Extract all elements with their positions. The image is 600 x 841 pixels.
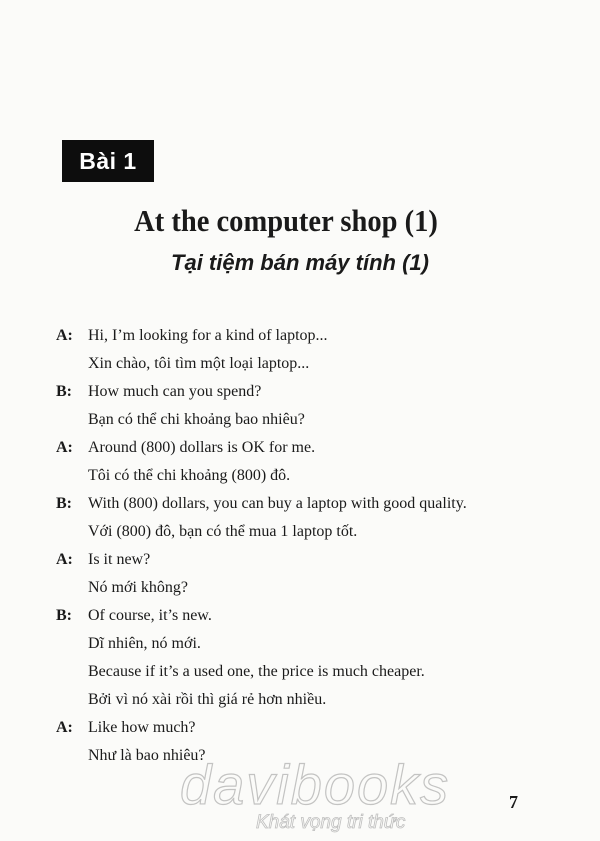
dialogue xyxy=(56,322,576,770)
vietnamese-line: Bởi vì nó xài rồi thì giá rẻ hơn nhiều. xyxy=(88,691,327,708)
english-line: Because if it’s a used one, the price is much cheaper. xyxy=(88,663,425,680)
dialogue-line xyxy=(56,714,576,742)
english-line: With (800) dollars, you can buy a laptop with good quality. xyxy=(88,495,467,512)
dialogue-line xyxy=(56,574,576,602)
english-line: Like how much? xyxy=(88,719,196,736)
english-line: Is it new? xyxy=(88,551,151,568)
vietnamese-line: Bạn có thể chi khoảng bao nhiêu? xyxy=(88,411,305,428)
watermark-tagline: Khát vọng tri thức xyxy=(256,812,406,833)
speaker-label: A: xyxy=(56,327,73,344)
english-line: Of course, it’s new. xyxy=(88,607,212,624)
speaker-label: A: xyxy=(56,439,73,456)
dialogue-line xyxy=(56,630,576,658)
dialogue-line xyxy=(56,406,576,434)
title-vietnamese: Tại tiệm bán máy tính (1) xyxy=(171,250,429,275)
dialogue-line xyxy=(56,434,576,462)
dialogue-line xyxy=(56,742,576,770)
english-line: How much can you spend? xyxy=(88,383,262,400)
dialogue-line xyxy=(56,322,576,350)
watermark-logo: davibooks xyxy=(180,753,451,816)
vietnamese-line: Nó mới không? xyxy=(88,579,189,596)
dialogue-line xyxy=(56,462,576,490)
dialogue-line xyxy=(56,350,576,378)
lesson-badge xyxy=(62,140,154,182)
vietnamese-line: Dĩ nhiên, nó mới. xyxy=(88,635,201,652)
dialogue-line xyxy=(56,378,576,406)
dialogue-line xyxy=(56,546,576,574)
page-number: 7 xyxy=(509,792,518,812)
speaker-label: B: xyxy=(56,383,72,400)
dialogue-line xyxy=(56,518,576,546)
dialogue-line xyxy=(56,490,576,518)
dialogue-line xyxy=(56,602,576,630)
vietnamese-line: Xin chào, tôi tìm một loại laptop... xyxy=(88,355,310,372)
english-line: Around (800) dollars is OK for me. xyxy=(88,439,316,456)
english-line: Hi, I’m looking for a kind of laptop... xyxy=(88,327,328,344)
lesson-label: Bài 1 xyxy=(79,147,137,174)
dialogue-line xyxy=(56,686,576,714)
speaker-label: B: xyxy=(56,495,72,512)
vietnamese-line: Như là bao nhiêu? xyxy=(88,747,206,764)
vietnamese-line: Với (800) đô, bạn có thể mua 1 laptop tốt. xyxy=(88,523,358,540)
speaker-label: A: xyxy=(56,719,73,736)
speaker-label: B: xyxy=(56,607,72,624)
vietnamese-line: Tôi có thể chi khoảng (800) đô. xyxy=(88,467,291,484)
title-english: At the computer shop (1) xyxy=(134,203,438,238)
speaker-label: A: xyxy=(56,551,73,568)
dialogue-line xyxy=(56,658,576,686)
